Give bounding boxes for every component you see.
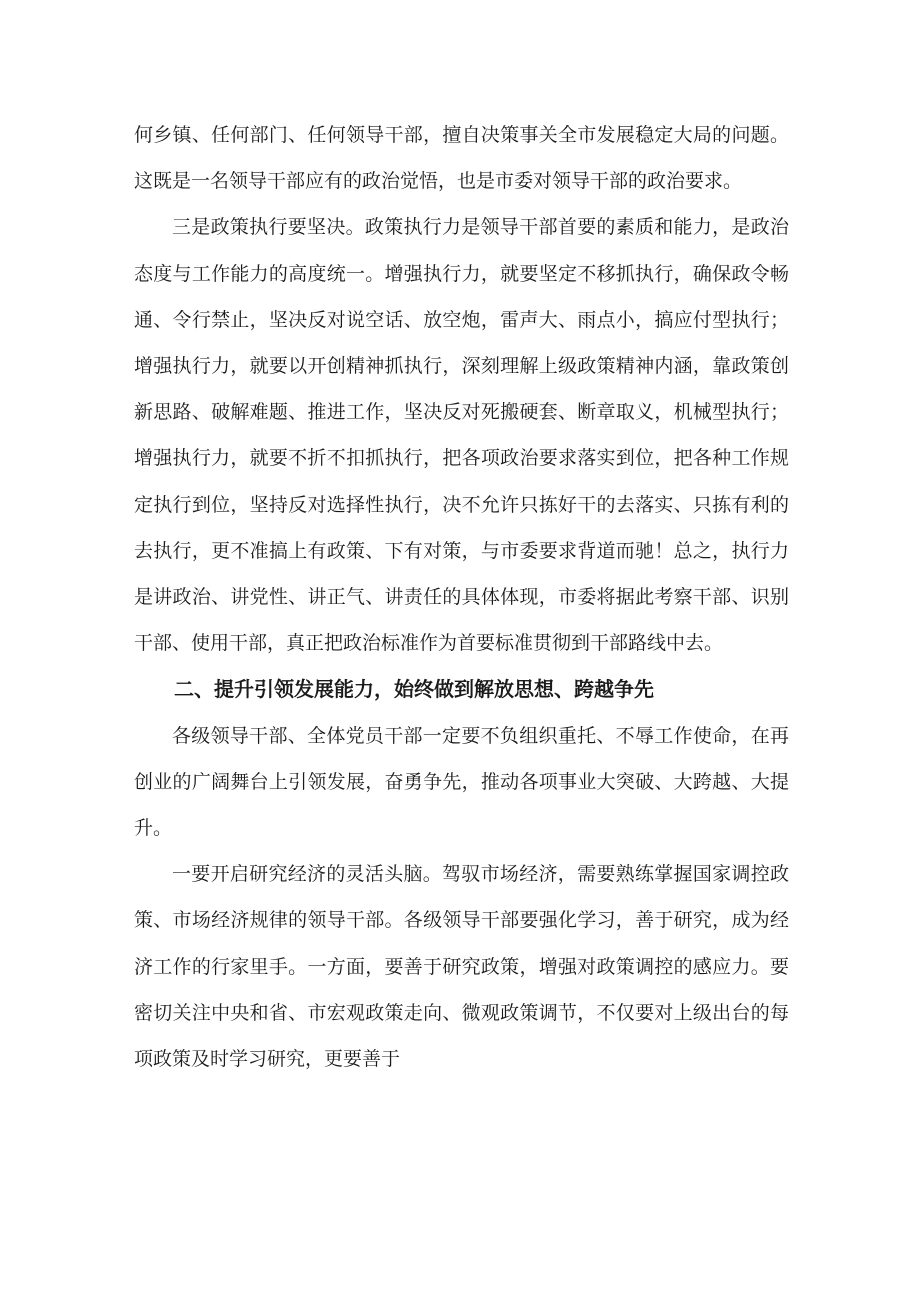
document-body <box>134 112 789 1082</box>
paragraph-economic-research: 一要开启研究经济的灵活头脑。驾驭市场经济，需要熟练掌握国家调控政策、市场经济规律的领导干部。各级领导干部要强化学习，善于研究，成为经济工作的行家里手。一方面，要善于研究政策，增强对政策调控的感应力。要密切关注中央和省、市宏观政策走向、微观政策调节，不仅要对上级出台的每项政策及时学习研究，更要善于 <box>134 863 789 1071</box>
paragraph-section-intro: 各级领导干部、全体党员干部一定要不负组织重托、不辱工作使命，在再创业的广阔舞台上引领发展，奋勇争先，推动各项事业大突破、大跨越、大提升。 <box>134 724 789 840</box>
paragraph-policy-execution: 三是政策执行要坚决。政策执行力是领导干部首要的素质和能力，是政治态度与工作能力的高度统一。增强执行力，就要坚定不移抓执行，确保政令畅通、令行禁止，坚决反对说空话、放空炮，雷声大、雨点小，搞应付型执行；增强执行力，就要以开创精神抓执行，深刻理解上级政策精神内涵，靠政策创新思路、破解难题、推进工作，坚决反对死搬硬套、断章取义，机械型执行；增强执行力，就要不折不扣抓执行，把各项政治要求落实到位，把各种工作规定执行到位，坚持反对选择性执行，决不允许只拣好干的去落实、只拣有利的去执行，更不准搞上有政策、下有对策，与市委要求背道而驰！总之，执行力是讲政治、讲党性、讲正气、讲责任的具体体现，市委将据此考察干部、识别干部、使用干部，真正把政治标准作为首要标准贯彻到干部路线中去。 <box>134 216 789 655</box>
section-heading: 二、提升引领发展能力，始终做到解放思想、跨越争先 <box>174 677 654 702</box>
paragraph-continuation: 何乡镇、任何部门、任何领导干部，擅自决策事关全市发展稳定大局的问题。这既是一名领导干部应有的政治觉悟，也是市委对领导干部的政治要求。 <box>134 124 789 193</box>
